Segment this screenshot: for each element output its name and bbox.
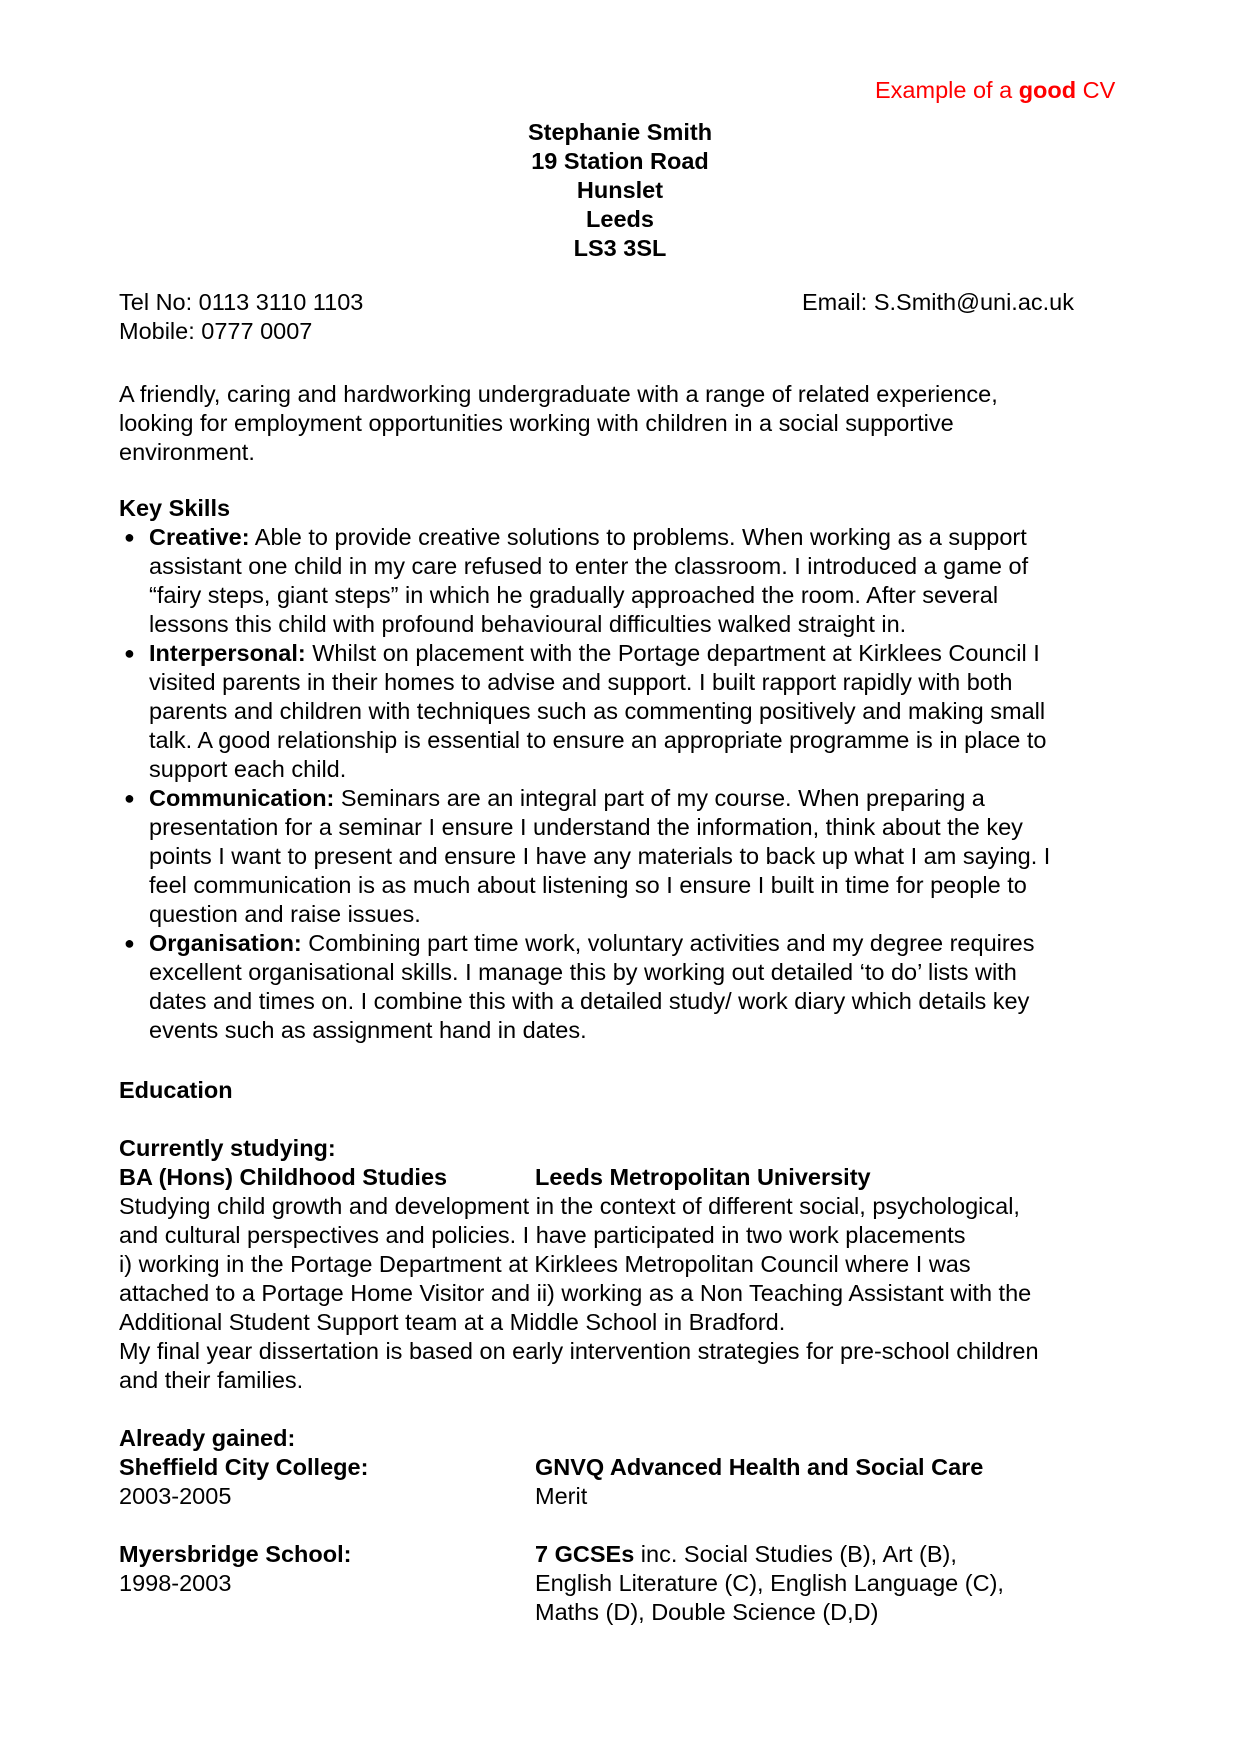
skill-text: feel communication is as much about listening so I ensure I built in time for people to	[149, 872, 1027, 898]
example-label-emphasis: good	[1018, 77, 1077, 103]
example-label-suffix: CV	[1076, 77, 1116, 103]
header-address-block	[420, 118, 820, 263]
example-label	[875, 76, 1115, 105]
qualification-name: GNVQ Advanced Health and Social Care	[535, 1454, 984, 1480]
qualification-detail: English Literature (C), English Language (C),	[535, 1570, 1004, 1596]
skill-text: Seminars are an integral part of my course. When preparing a	[334, 785, 985, 811]
telephone: Tel No: 0113 3110 1103	[119, 289, 364, 315]
course-institution: Leeds Metropolitan University	[535, 1164, 871, 1190]
qualification-detail: Maths (D), Double Science (D,D)	[535, 1599, 879, 1625]
key-skills-list	[119, 523, 1129, 1045]
bullet-icon: ●	[124, 527, 135, 547]
bullet-icon: ●	[124, 643, 135, 663]
skill-text: “fairy steps, giant steps” in which he gradually approached the room. After several	[149, 582, 999, 608]
skill-item	[119, 784, 1129, 929]
description-line: My final year dissertation is based on early intervention strategies for pre-school children	[119, 1338, 1039, 1364]
skill-text: parents and children with techniques such as commenting positively and making small	[149, 698, 1046, 724]
contact-row-1	[119, 288, 1119, 317]
skill-text: points I want to present and ensure I have any materials to back up what I am saying. I	[149, 843, 1051, 869]
key-skills-heading: Key Skills	[119, 495, 231, 521]
skill-title: Interpersonal:	[149, 640, 306, 666]
qualification-row	[119, 1540, 1119, 1569]
skill-item	[119, 929, 1129, 1045]
qualification-row	[119, 1453, 1119, 1482]
skill-item	[119, 639, 1129, 784]
skill-text: question and raise issues.	[149, 901, 421, 927]
skill-text: presentation for a seminar I ensure I understand the information, think about the key	[149, 814, 1023, 840]
description-line: attached to a Portage Home Visitor and ii) working as a Non Teaching Assistant with the	[119, 1280, 1032, 1306]
description-line: and cultural perspectives and policies. I have participated in two work placements	[119, 1222, 966, 1248]
skill-text: support each child.	[149, 756, 347, 782]
qualification-detail: Merit	[535, 1483, 588, 1509]
skill-title: Creative:	[149, 524, 250, 550]
profile-statement	[119, 380, 1119, 467]
skill-text: dates and times on. I combine this with a detailed study/ work diary which details key	[149, 988, 1030, 1014]
profile-line: environment.	[119, 439, 255, 465]
skill-text: talk. A good relationship is essential to ensure an appropriate programme is in place to	[149, 727, 1047, 753]
skill-text: assistant one child in my care refused to enter the classroom. I introduced a game of	[149, 553, 1029, 579]
education-heading: Education	[119, 1077, 233, 1103]
skill-text: lessons this child with profound behavioural difficulties walked straight in.	[149, 611, 907, 637]
bullet-icon: ●	[124, 933, 135, 953]
current-course-row	[119, 1163, 1119, 1192]
qualification-name: 7 GCSEs	[535, 1541, 635, 1567]
course-description	[119, 1192, 1129, 1395]
already-gained-heading: Already gained:	[119, 1425, 296, 1451]
skill-text: Able to provide creative solutions to problems. When working as a support	[249, 524, 1027, 550]
skill-text: Whilst on placement with the Portage department at Kirklees Council I	[305, 640, 1040, 666]
qualification-row	[119, 1482, 1119, 1511]
description-line: and their families.	[119, 1367, 304, 1393]
qualification-detail: inc. Social Studies (B), Art (B),	[634, 1541, 957, 1567]
example-label-prefix: Example of a	[875, 77, 1019, 103]
profile-line: looking for employment opportunities working with children in a social supportive	[119, 410, 954, 436]
qualification-dates: 1998-2003	[119, 1570, 232, 1596]
mobile: Mobile: 0777 0007	[119, 318, 313, 344]
qualification-row	[119, 1569, 1119, 1598]
skill-item	[119, 523, 1129, 639]
skill-text: visited parents in their homes to advise and support. I built rapport rapidly with both	[149, 669, 1013, 695]
description-line: Studying child growth and development in the context of different social, psychological,	[119, 1193, 1020, 1219]
skill-title: Communication:	[149, 785, 335, 811]
qualification-institution: Sheffield City College:	[119, 1454, 369, 1480]
description-line: Additional Student Support team at a Middle School in Bradford.	[119, 1309, 786, 1335]
address-line: Leeds	[586, 206, 654, 232]
course-name: BA (Hons) Childhood Studies	[119, 1164, 448, 1190]
candidate-name: Stephanie Smith	[527, 119, 713, 145]
skill-text: excellent organisational skills. I manage this by working out detailed ‘to do’ lists with	[149, 959, 1017, 985]
contact-row-2	[119, 317, 1119, 346]
currently-studying-heading: Currently studying:	[119, 1135, 336, 1161]
address-line: LS3 3SL	[573, 235, 667, 261]
address-line: Hunslet	[576, 177, 664, 203]
skill-title: Organisation:	[149, 930, 302, 956]
skill-text: Combining part time work, voluntary activities and my degree requires	[301, 930, 1035, 956]
skill-text: events such as assignment hand in dates.	[149, 1017, 587, 1043]
description-line: i) working in the Portage Department at Kirklees Metropolitan Council where I was	[119, 1251, 971, 1277]
bullet-icon: ●	[124, 788, 135, 808]
qualification-dates: 2003-2005	[119, 1483, 232, 1509]
profile-line: A friendly, caring and hardworking undergraduate with a range of related experience,	[119, 381, 998, 407]
address-line: 19 Station Road	[531, 148, 709, 174]
qualification-institution: Myersbridge School:	[119, 1541, 352, 1567]
email: Email: S.Smith@uni.ac.uk	[802, 289, 1075, 315]
